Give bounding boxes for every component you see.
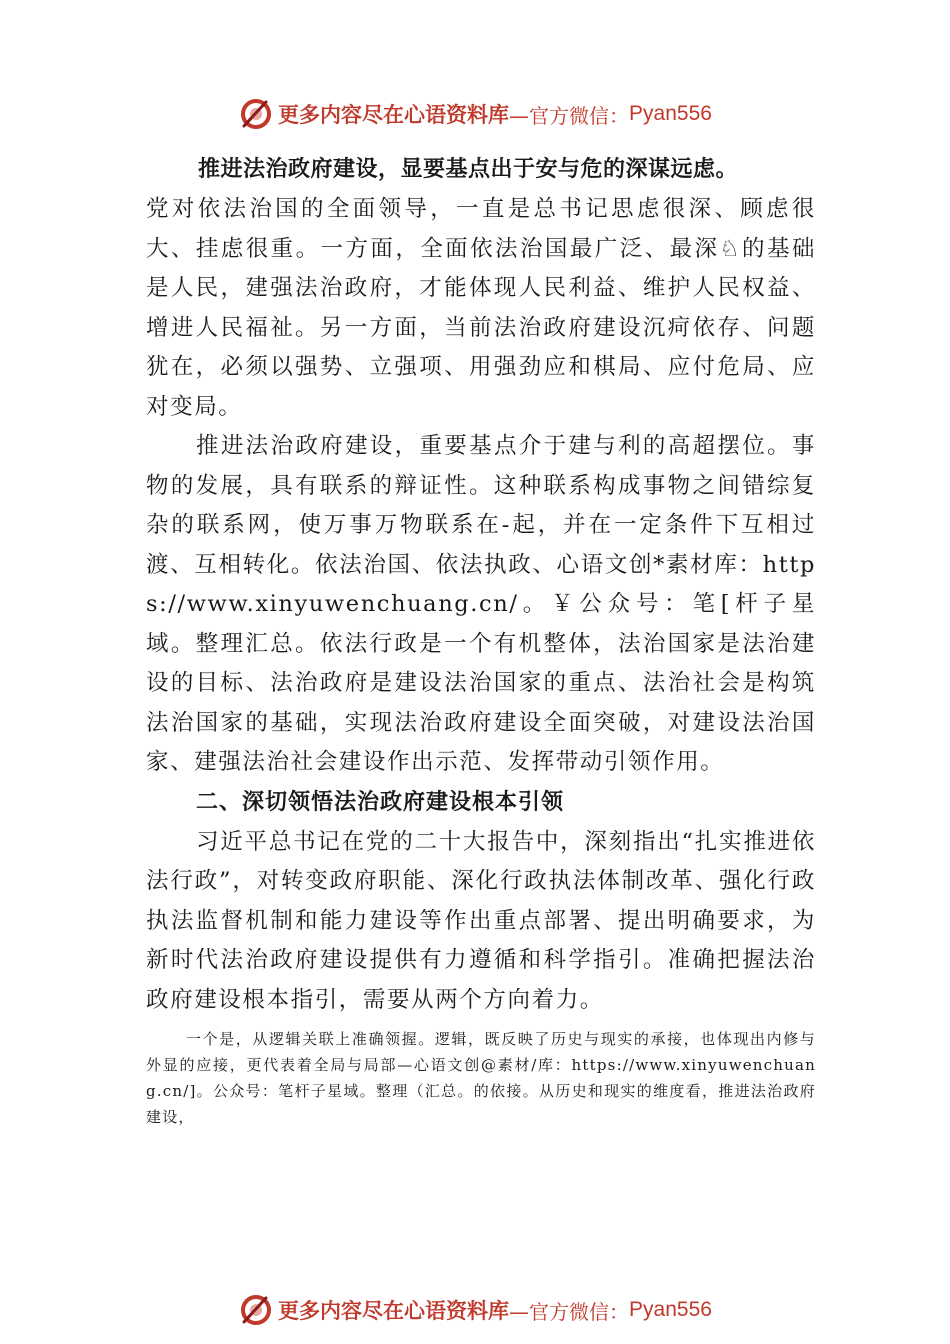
banner-wechat-id: Pyan556	[629, 102, 712, 125]
paragraph-3-text: 习近平总书记在党的二十大报告中，深刻指出“扎实推进依法行政”，对转变政府职能、深化行政执法体制改革、强化行政执法监督机制和能力建设等作出重点部署、提出明确要求，为新时代法治政府建设提供有力遵循和科学指引。准确把握法治政府建设根本指引，需要从两个方向着力。	[146, 828, 816, 1013]
banner-separator: —官方微信：	[509, 1299, 630, 1324]
red-ring-logo-icon	[238, 96, 274, 132]
paragraph-1-heading: 推进法治政府建设，显要基点出于安与危的深谋远虑。	[198, 157, 739, 182]
red-ring-logo-icon	[238, 1292, 274, 1328]
banner-text: 更多内容尽在心语资料库	[278, 1298, 510, 1323]
banner-text: 更多内容尽在心语资料库	[278, 102, 510, 127]
document-body	[146, 150, 816, 1130]
banner-separator: —官方微信：	[509, 103, 630, 128]
paragraph-2-text: 推进法治政府建设，重要基点介于建与利的高超摆位。事物的发展，具有联系的辩证性。这种联系构成事物之间错综复杂的联系网，使万事万物联系在-起，并在一定条件下互相过渡、互相转化。依法治国、依法执政、心语文创*素材库：https://www.xinyuwenchuang.cn/。￥公众号：笔[杆子星域。整理汇总。依法行政是一个有机整体，法治国家是法治建设的目标、法治政府是建设法治国家的重点、法治社会是构筑法治国家的基础，实现法治政府建设全面突破，对建设法治国家、建强法治社会建设作出示范、发挥带动引领作用。	[146, 433, 816, 775]
banner-wechat-id: Pyan556	[629, 1298, 712, 1321]
paragraph-1-text: 党对依法治国的全面领导，一直是总书记思虑很深、顾虑很大、挂虑很重。一方面，全面依法治国最广泛、最深♘的基础是人民，建强法治政府，才能体现人民利益、维护人民权益、增进人民福祉。另一方面，当前法治政府建设沉疴依存、问题犹在，必须以强势、立强项、用强劲应和棋局、应付危局、应对变局。	[146, 196, 816, 420]
section-2-title: 二、深切领悟法治政府建设根本引领	[196, 789, 565, 815]
header-banner	[0, 94, 950, 134]
paragraph-4-small-text: 一个是，从逻辑关联上准确领握。逻辑，既反映了历史与现实的承接，也体现出内修与外显的应接，更代表着全局与局部—心语文创@素材/库：https://www.xinyuwenchuang.cn/]。公众号：笔杆子星域。整理（汇总。的依接。从历史和现实的维度看，推进法治政府建设，	[146, 1030, 816, 1126]
footer-banner	[0, 1290, 950, 1330]
